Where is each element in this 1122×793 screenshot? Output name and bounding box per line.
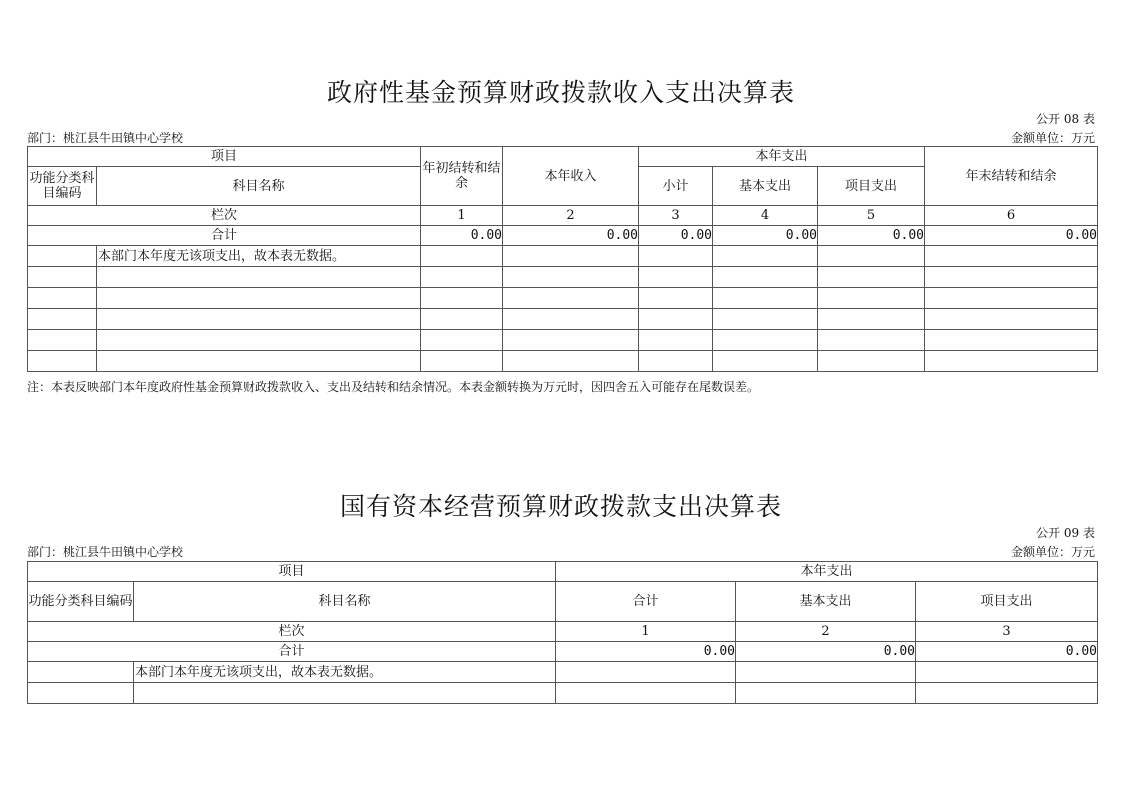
table2-code: 公开 09 表	[1036, 526, 1095, 540]
header-expenditure: 本年支出	[639, 147, 925, 167]
table2-department: 部门：桃江县牛田镇中心学校	[27, 545, 184, 559]
table-row	[28, 288, 1098, 309]
header-basic: 基本支出	[713, 167, 818, 206]
total-value: 0.00	[713, 226, 818, 246]
table-row	[28, 267, 1098, 288]
column-index: 5	[818, 206, 925, 226]
total-value: 0.00	[818, 226, 925, 246]
header-item: 项目	[28, 562, 556, 582]
header-begin-balance: 年初结转和结余	[421, 147, 503, 206]
table-row	[28, 309, 1098, 330]
total-value: 0.00	[925, 226, 1098, 246]
header-function-code: 功能分类科目编码	[28, 582, 134, 622]
total-value: 0.00	[556, 642, 736, 662]
header-subject-name: 科目名称	[97, 167, 421, 206]
table-row	[28, 246, 1098, 267]
empty-note: 本部门本年度无该项支出，故本表无数据。	[97, 246, 421, 267]
table2-title: 国有资本经营预算财政拨款支出决算表	[339, 492, 782, 521]
table1-department: 部门：桃江县牛田镇中心学校	[27, 131, 184, 145]
column-index: 3	[639, 206, 713, 226]
header-income: 本年收入	[503, 147, 639, 206]
column-index: 6	[925, 206, 1098, 226]
total-value: 0.00	[639, 226, 713, 246]
header-project: 项目支出	[818, 167, 925, 206]
table2	[27, 561, 1098, 704]
table-row	[28, 330, 1098, 351]
header-expenditure: 本年支出	[556, 562, 1098, 582]
empty-note: 本部门本年度无该项支出，故本表无数据。	[134, 662, 556, 683]
table1-title: 政府性基金预算财政拨款收入支出决算表	[326, 78, 795, 107]
column-index: 2	[503, 206, 639, 226]
header-function-code: 功能分类科目编码	[28, 167, 97, 206]
column-index: 1	[556, 622, 736, 642]
total-value: 0.00	[503, 226, 639, 246]
column-index-label: 栏次	[28, 622, 556, 642]
table2-unit: 金额单位：万元	[1010, 545, 1095, 559]
header-project: 项目支出	[916, 582, 1098, 622]
header-total: 合计	[556, 582, 736, 622]
column-index: 3	[916, 622, 1098, 642]
total-value: 0.00	[916, 642, 1098, 662]
table1-footnote: 注：本表反映部门本年度政府性基金预算财政拨款收入、支出及结转和结余情况。本表金额转换为万元时，因四舍五入可能存在尾数误差。	[27, 380, 760, 394]
table-row	[28, 683, 1098, 704]
total-label: 合计	[28, 226, 421, 246]
header-subtotal: 小计	[639, 167, 713, 206]
total-label: 合计	[28, 642, 556, 662]
column-index: 2	[736, 622, 916, 642]
table1-unit: 金额单位：万元	[1010, 131, 1095, 145]
table-row	[28, 662, 1098, 683]
column-index: 1	[421, 206, 503, 226]
header-subject-name: 科目名称	[134, 582, 556, 622]
table1	[27, 146, 1098, 372]
header-item: 项目	[28, 147, 421, 167]
header-basic: 基本支出	[736, 582, 916, 622]
table1-code: 公开 08 表	[1036, 112, 1095, 126]
column-index-label: 栏次	[28, 206, 421, 226]
total-value: 0.00	[736, 642, 916, 662]
total-value: 0.00	[421, 226, 503, 246]
header-end-balance: 年末结转和结余	[925, 147, 1098, 206]
table-row	[28, 351, 1098, 372]
column-index: 4	[713, 206, 818, 226]
